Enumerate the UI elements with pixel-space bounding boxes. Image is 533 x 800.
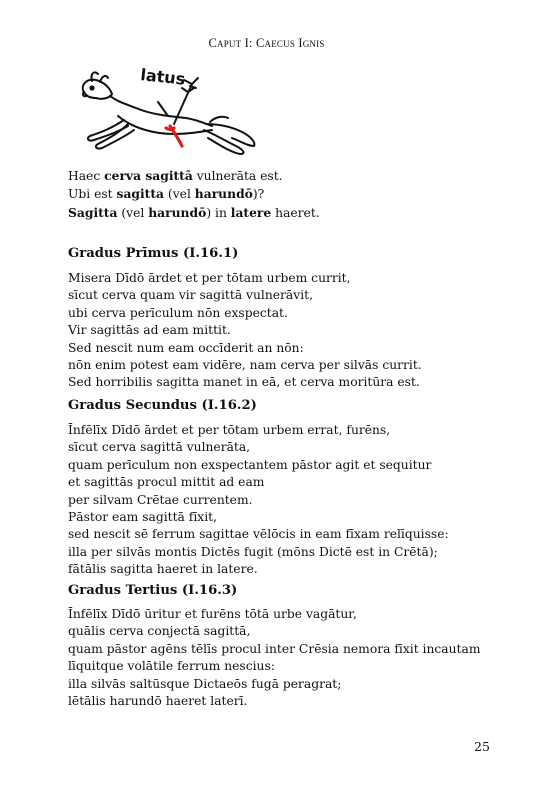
latus-label: latus (139, 65, 187, 89)
verse-line: quam perīculum non exspectantem pāstor agit et sequitur (68, 457, 432, 472)
verse-line: per silvam Crētae currentem. (68, 492, 253, 507)
intro-line: Haec cerva sagittā vulnerāta est. (68, 168, 283, 183)
verse-line: Īnfēlīx Dīdō ārdet et per tōtam urbem errat, furēns, (68, 423, 391, 437)
verse-line: illa silvās saltūsque Dictaeōs fugā peragrat; (68, 676, 342, 691)
verse-line: Īnfēlīx Dīdō ūritur et furēns tōtā urbe vagātur, (68, 607, 357, 621)
section-heading-secundus: Gradus Secundus (I.16.2) (68, 398, 257, 413)
verse-line: fātālis sagitta haeret in latere. (68, 562, 258, 577)
verse-line: quam pāstor agēns tēlīs procul inter Crēsia nemora fīxit incautam (68, 641, 481, 656)
verse-line: et sagittās procul mittit ad eam (68, 475, 265, 490)
page-number: 25 (474, 739, 490, 754)
verse-line: Pāstor eam sagittā fīxit, (68, 510, 217, 525)
verse-line: Sed nescit num eam occīderit an nōn: (68, 340, 304, 355)
verse-line: lētālis harundō haeret laterī. (68, 694, 248, 709)
section-body-primus (68, 270, 422, 392)
verse-line: sīcut cerva sagittā vulnerāta, (68, 440, 251, 455)
verse-line: nōn enim potest eam vidēre, nam cerva per silvās currit. (68, 358, 422, 373)
section-heading-tertius: Gradus Tertius (I.16.3) (68, 583, 238, 598)
intro-text (68, 167, 320, 222)
intro-line: Ubi est sagitta (vel harundō)? (68, 186, 265, 202)
section-body-tertius (68, 606, 480, 710)
verse-line: Sed horribilis sagitta manet in eā, et cerva moritūra est. (68, 375, 420, 390)
verse-line: illa per silvās montis Dictēs fugit (mōns Dictē est in Crētā); (68, 544, 438, 559)
verse-line: ubi cerva perīculum nōn exspectat. (68, 305, 288, 320)
section-heading-primus: Gradus Prīmus (I.16.1) (68, 246, 239, 261)
verse-line: quālis cerva conjectā sagittā, (68, 624, 251, 639)
deer-with-arrow-illustration (66, 58, 266, 158)
verse-line: sīcut cerva quam vir sagittā vulnerāvit, (68, 288, 313, 303)
section-body-secundus (68, 422, 449, 579)
verse-line: līquitque volātile ferrum nescius: (68, 659, 275, 674)
verse-line: Vir sagittās ad eam mittit. (68, 323, 231, 338)
intro-line: Sagitta (vel harundō) in latere haeret. (68, 204, 320, 220)
verse-line: Misera Dīdō ārdet et per tōtam urbem currit, (68, 271, 351, 285)
verse-line: sed nescit sē ferrum sagittae vēlōcis in eam fīxam relīquisse: (68, 527, 449, 542)
chapter-title: Caput I: Caecus Ignis (208, 36, 325, 50)
